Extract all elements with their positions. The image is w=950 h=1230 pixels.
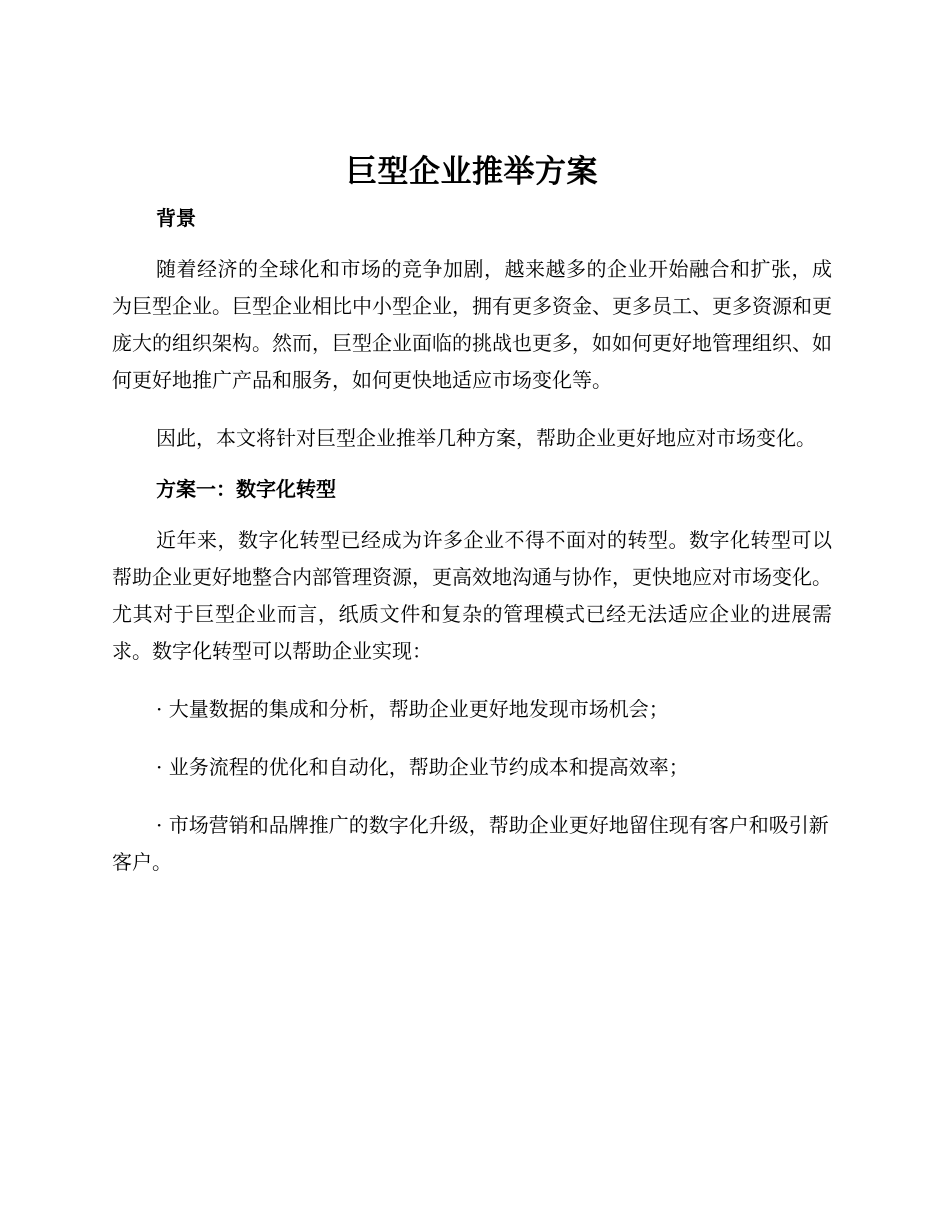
document-body <box>112 150 832 881</box>
plan1-bullet-item: · 大量数据的集成和分析，帮助企业更好地发现市场机会； <box>156 697 669 721</box>
plan1-bullet-item: · 业务流程的优化和自动化，帮助企业节约成本和提高效率； <box>156 755 689 779</box>
document-title: 巨型企业推举方案 <box>346 154 598 190</box>
background-paragraph-1: 随着经济的全球化和市场的竞争加剧，越来越多的企业开始融合和扩张，成为巨型企业。巨型企业相比中小型企业，拥有更多资金、更多员工、更多资源和更庞大的组织架构。然而，巨型企业面临的挑战也更多，如如何更好地管理组织、如何更好地推广产品和服务，如何更快地适应市场变化等。 <box>112 257 832 392</box>
plan1-bullet-item: · 市场营销和品牌推广的数字化升级，帮助企业更好地留住现有客户和吸引新客户。 <box>112 813 829 874</box>
background-paragraph-2: 因此，本文将针对巨型企业推举几种方案，帮助企业更好地应对市场变化。 <box>156 426 816 450</box>
section-heading-background: 背景 <box>156 206 196 230</box>
section-heading-plan1: 方案一：数字化转型 <box>156 477 336 501</box>
plan1-paragraph-1: 近年来，数字化转型已经成为许多企业不得不面对的转型。数字化转型可以帮助企业更好地整合内部管理资源，更高效地沟通与协作，更快地应对市场变化。尤其对于巨型企业而言，纸质文件和复杂的管理模式已经无法适应企业的进展需求。数字化转型可以帮助企业实现： <box>112 528 832 663</box>
